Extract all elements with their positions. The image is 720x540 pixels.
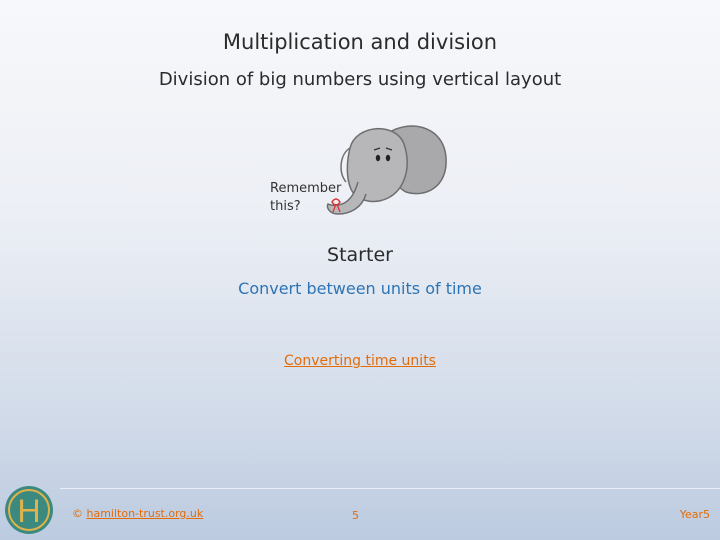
year-label: Year5 [679, 508, 710, 521]
starter-subheading: Convert between units of time [238, 279, 482, 298]
starter-heading: Starter [327, 244, 393, 266]
reminder-line-2: this? [270, 199, 301, 214]
reminder-line-1: Remember [270, 181, 342, 196]
slide-title: Multiplication and division [222, 30, 498, 54]
copyright [72, 507, 203, 520]
reminder-text [270, 180, 350, 216]
footer-divider [60, 488, 720, 489]
hamilton-trust-link[interactable]: hamilton-trust.org.uk [86, 507, 204, 520]
svg-text:H: H [17, 493, 41, 529]
converting-time-units-link[interactable]: Converting time units [284, 353, 436, 369]
copyright-symbol: © [72, 507, 83, 520]
hamilton-logo-icon [3, 484, 55, 536]
slide-subtitle: Division of big numbers using vertical layout [158, 69, 562, 90]
page-number: 5 [352, 509, 359, 522]
